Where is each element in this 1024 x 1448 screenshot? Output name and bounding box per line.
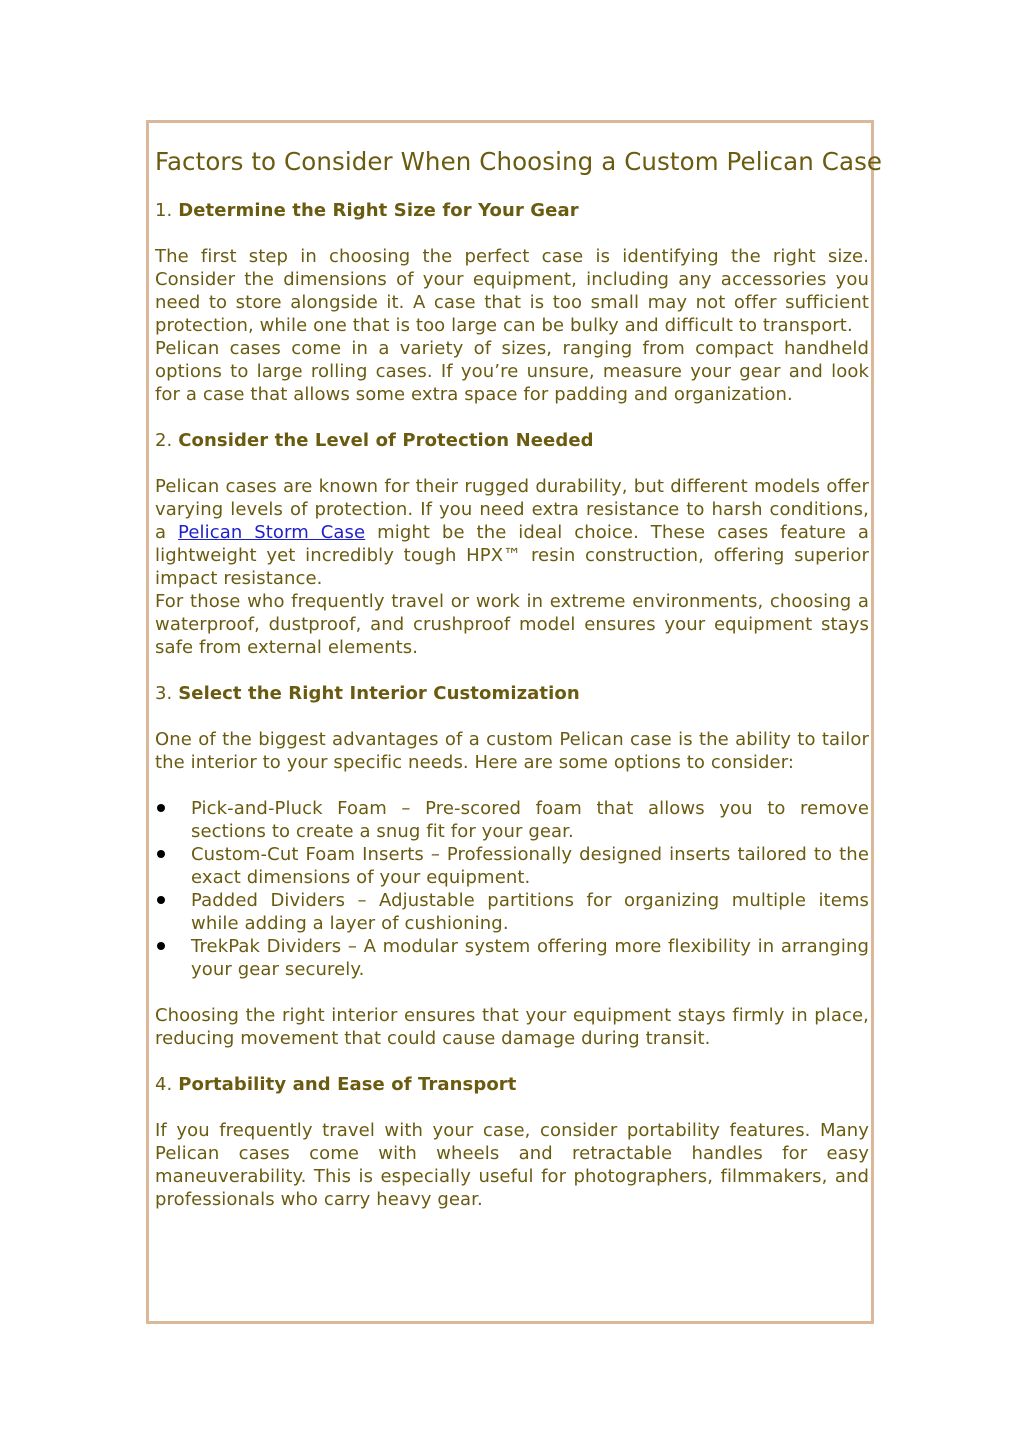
paragraph: Choosing the right interior ensures that your equipment stays firmly in place, reducing movement that could cause damage during transit. <box>155 1005 869 1049</box>
section-title: Determine the Right Size for Your Gear <box>178 200 579 221</box>
section-title: Select the Right Interior Customization <box>178 683 580 704</box>
paragraph: If you frequently travel with your case, consider portability features. Many Pelican cases come with wheels and retractable handles for easy maneuverability. This is especially useful for photographers, filmmakers, and professionals who carry heavy gear. <box>155 1120 869 1210</box>
list-item-text: Padded Dividers – Adjustable partitions for organizing multiple items while adding a layer of cushioning. <box>191 890 869 934</box>
section-number: 2. <box>155 430 173 451</box>
section-heading-size <box>155 199 869 222</box>
bullet-icon <box>157 804 165 812</box>
interior-options-list <box>155 797 869 981</box>
list-item-text: TrekPak Dividers – A modular system offering more flexibility in arranging your gear securely. <box>191 936 869 980</box>
paragraph: For those who frequently travel or work in extreme environments, choosing a waterproof, dustproof, and crushproof model ensures your equipment stays safe from external elements. <box>155 591 869 658</box>
bullet-icon <box>157 850 165 858</box>
paragraph-text: might be the ideal choice. These cases feature a lightweight yet incredibly tough HPX™ resin construction, offering superior impact resistance. <box>155 522 869 589</box>
bullet-icon <box>157 942 165 950</box>
section-heading-protection <box>155 429 869 452</box>
list-item <box>155 935 869 981</box>
pelican-storm-case-link[interactable]: Pelican Storm Case <box>178 522 366 543</box>
bullet-icon <box>157 896 165 904</box>
paragraph-text: Pelican cases are known for their rugged durability, but different models offer varying levels of protection. If you need extra resistance to harsh conditions, a <box>155 476 869 543</box>
page-title: Factors to Consider When Choosing a Custom Pelican Case <box>155 147 883 176</box>
paragraph: The first step in choosing the perfect case is identifying the right size. Consider the dimensions of your equipment, including any accessories you need to store alongside it. A case that is too small may not offer sufficient protection, while one that is too large can be bulky and difficult to transport. <box>155 246 869 336</box>
list-item <box>155 889 869 935</box>
list-item-text: Custom-Cut Foam Inserts – Professionally designed inserts tailored to the exact dimensions of your equipment. <box>191 844 869 888</box>
section-number: 4. <box>155 1074 173 1095</box>
section-heading-portability <box>155 1073 869 1096</box>
list-item <box>155 843 869 889</box>
list-item <box>155 797 869 843</box>
paragraph <box>155 475 869 590</box>
section-title: Portability and Ease of Transport <box>178 1074 517 1095</box>
section-number: 3. <box>155 683 173 704</box>
paragraph: Pelican cases come in a variety of sizes, ranging from compact handheld options to large rolling cases. If you’re unsure, measure your gear and look for a case that allows some extra space for padding and organization. <box>155 338 869 405</box>
section-heading-interior <box>155 682 869 705</box>
paragraph: One of the biggest advantages of a custom Pelican case is the ability to tailor the interior to your specific needs. Here are some options to consider: <box>155 729 869 773</box>
section-title: Consider the Level of Protection Needed <box>178 430 594 451</box>
article <box>155 146 883 1211</box>
section-number: 1. <box>155 200 173 221</box>
list-item-text: Pick-and-Pluck Foam – Pre-scored foam that allows you to remove sections to create a snug fit for your gear. <box>191 798 869 842</box>
